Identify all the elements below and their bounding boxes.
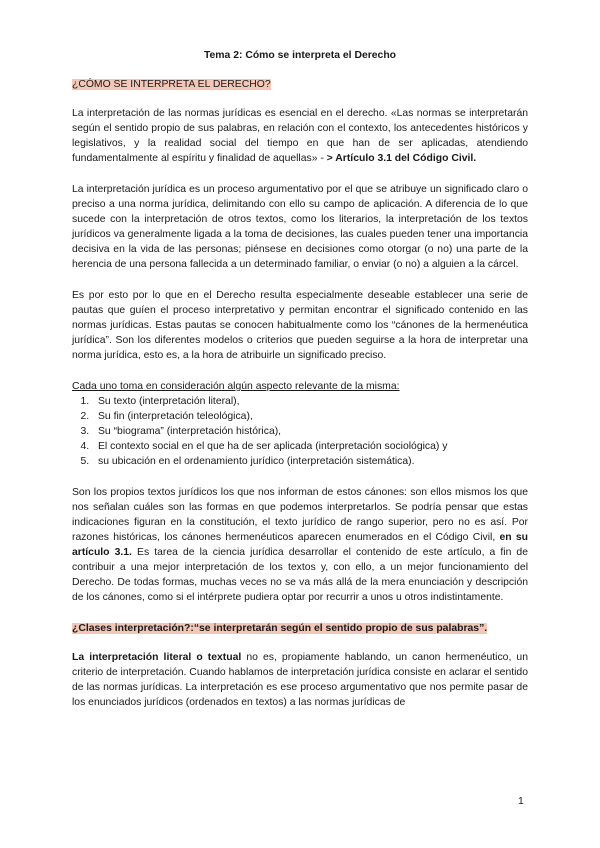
paragraph-sources-text-a: Son los propios textos jurídicos los que nos informan de estos cánones: son ellos mismos los que nos señalan cuáles son las formas en que podemos interpretarlos. Se podría pensar que estas indicaciones figuran en la constitución, el texto jurídico de rango superior, pero no es así. Por razones históricas, los cánones hermenéuticos aparecen enumerados en el Código Civil, [72,487,528,543]
paragraph-intro [72,106,528,166]
list-lead: Cada uno toma en consideración algún aspecto relevante de la misma: [72,381,400,392]
list-item: 1. Su texto (interpretación literal), [92,394,528,409]
paragraph-canons: Es por esto por lo que en el Derecho resulta especialmente deseable establecer una serie de pautas que guíen el proceso interpretativo y permitan encontrar el significado contenido en las normas jurídicas. Estas pautas se conocen habitualmente como los “cánones de la hermenéutica jurídica”. Son los diferentes modelos o criterios que pueden seguirse a la hora de interpretar una norma jurídica, esto es, a la hora de atribuirle un significado preciso. [72,290,528,361]
list-item: 2. Su fin (interpretación teleológica), [92,409,528,424]
paragraph-sources-text-b: Es tarea de la ciencia jurídica desarrollar el contenido de este artículo, a fin de contribuir a una mejor interpretación de los textos y, con ello, a un mejor funcionamiento del Derecho. De todas formas, muchas veces no se va más allá de la mera enunciación y descripción de los cánones, como si el intérprete pudiera optar por recurrir a unos u otros indistintamente. [72,547,528,603]
paragraph-definition: La interpretación jurídica es un proceso argumentativo por el que se atribuye un significado claro o preciso a una norma jurídica, delimitando con ello su campo de aplicación. A diferencia de lo que sucede con la interpretación de otros textos, como los literarios, la interpretación de los textos jurídicos va generalmente ligada a la toma de decisiones, las cuales pueden tener una importancia decisiva en la vida de las personas; piénsese en decisiones como otorgar (o no) una parte de la herencia de una persona fallecida a un determinado familiar, o enviar (o no) a alguien a la cárcel. [72,184,528,270]
paragraph-intro-citation: > Artículo 3.1 del Código Civil. [326,153,477,164]
paragraph-literal-term: La interpretación literal o textual [72,652,242,663]
paragraph-sources-citation: en su artículo 3.1. [72,532,529,558]
paragraph-sources [72,485,528,605]
list-item: 3. Su “biograma” (interpretación histórica), [92,424,528,439]
paragraph-literal-interpretation [72,650,528,710]
canons-list [72,394,528,469]
section-heading-2-text: ¿Clases interpretación?:“se interpretarán según el sentido propio de sus palabras”. [72,623,488,634]
list-item: 4. El contexto social en el que ha de ser aplicada (interpretación sociológica) y [92,439,528,454]
document-title: Tema 2: Cómo se interpreta el Derecho [203,50,397,61]
paragraph-literal-text: no es, propiamente hablando, un canon hermenéutico, un criterio de interpretación. Cuando hablamos de interpretación jurídica consiste en aclarar el sentido de las normas jurídicas. La interpretación es ese proceso argumentativo que nos permite pasar de los enunciados jurídicos (ordenados en textos) a las normas jurídicas de [72,652,528,708]
page-number: 1 [518,796,524,807]
document-page [72,48,528,726]
section-heading-text: ¿CÓMO SE INTERPRETA EL DERECHO? [72,79,271,90]
list-item: 5. su ubicación en el ordenamiento jurídico (interpretación sistemática). [92,454,528,469]
paragraph-intro-text: La interpretación de las normas jurídicas es esencial en el derecho. «Las normas se interpretarán según el sentido propio de sus palabras, en relación con el contexto, los antecedentes históricos y legislativos, y la realidad social del tiempo en que han de ser aplicadas, atendiendo fundamentalmente al espíritu y finalidad de aquellas» - [72,108,528,164]
section-heading-interpretation-types [72,621,528,636]
section-heading-how-law-is-interpreted [72,77,528,92]
